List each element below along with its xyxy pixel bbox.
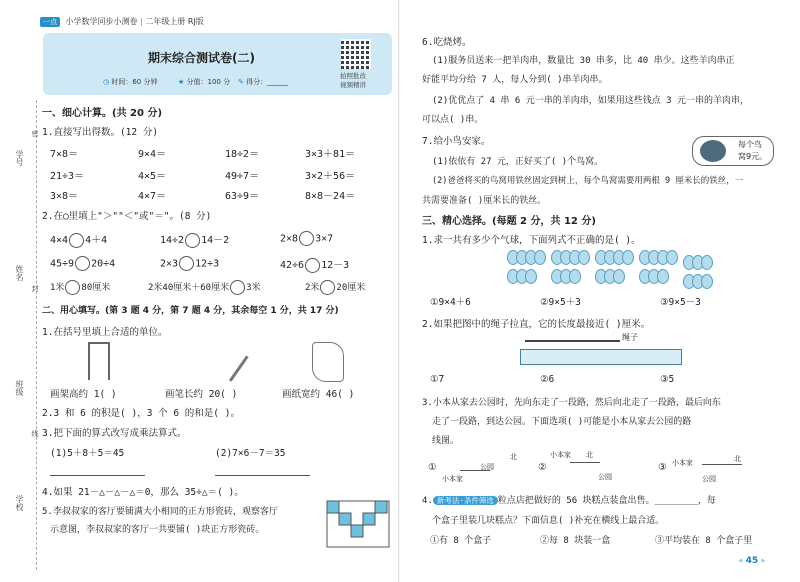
compare-item: 45÷9 20÷4 — [50, 256, 115, 271]
calc-cell: 63÷9＝ — [225, 191, 260, 202]
compare-item: 2×8 3×7 — [280, 231, 333, 246]
section1-title: 一、细心计算。(共 20 分) — [42, 108, 163, 119]
star-icon: ★ — [178, 78, 185, 86]
section3-title: 三、精心选择。(每题 2 分，共 12 分) — [422, 216, 596, 227]
s2-e1: (1)5＋8＋5＝45 — [50, 448, 125, 459]
s2-q5b: 示意图，李叔叔家的客厅一共要铺( )块正方形瓷砖。 — [50, 525, 265, 535]
c1-option-3[interactable]: ③9×5－3 — [660, 297, 701, 308]
c4-option-1[interactable]: ①有 8 个盒子 — [430, 536, 492, 546]
balloon-group-icon — [598, 250, 634, 288]
compare-circle[interactable] — [75, 256, 90, 271]
balloon-group-icon — [642, 250, 678, 288]
balloon-groups — [510, 250, 770, 290]
c3-option-1[interactable]: ① — [428, 462, 437, 473]
s1-q1: 1.直接写出得数。(12 分) — [42, 127, 159, 138]
compare-item: 2×3 12÷3 — [160, 256, 219, 271]
r-q6a: (1)服务员送来一把羊肉串，数量比 30 串多，比 40 串少。这些羊肉串正 — [432, 56, 735, 66]
section2-title: 二、用心填写。(第 3 题 4 分，第 7 题 4 分，其余每空 1 分，共 17 分) — [42, 306, 339, 316]
compare-circle[interactable] — [230, 280, 245, 295]
rope-label: 绳子 — [622, 333, 638, 342]
r-q6b: 好能平均分给 7 人，每人分到( )串羊肉串。 — [422, 75, 608, 85]
r-c3b: 走了一段路，到达公园。下面选项( )可能是小本从家去公园的路 — [432, 417, 692, 427]
r-c3c: 线图。 — [432, 436, 460, 446]
s2-q1: 1.在括号里填上合适的单位。 — [42, 327, 168, 338]
side-label-xian: 线 — [31, 430, 39, 437]
r-q7: 7.给小鸟安家。 — [422, 136, 491, 147]
route-map-2: 小本家 北 公园 — [550, 451, 612, 481]
side-label-xuehao: 学号 — [15, 150, 24, 166]
new-method-tag: 新考法·条件筛选 — [433, 496, 498, 505]
calc-cell: 49÷7＝ — [225, 171, 260, 182]
compare-item: 42÷6 12－3 — [280, 256, 349, 273]
header-series: 小学数学同步小测卷 — [65, 17, 138, 26]
compare-circle[interactable] — [320, 280, 335, 295]
r-q6c: (2)优优点了 4 串 6 元一串的羊肉串，如果用这些钱点 3 元一串的羊肉串， — [432, 96, 750, 106]
side-label-feng: 封 — [31, 285, 39, 292]
balloon-group-icon — [510, 250, 546, 288]
c4-option-3[interactable]: ③平均装在 8 个盒子里 — [655, 536, 753, 546]
calc-cell: 3×2＋56＝ — [305, 171, 356, 182]
c4-option-2[interactable]: ②每 8 块装一盒 — [540, 536, 611, 546]
page-number: ◂ 45 ▸ — [738, 556, 766, 566]
r-q7c: 共需要准备( )厘米长的铁丝。 — [422, 196, 547, 206]
side-label-mi: 密 — [31, 130, 39, 137]
answer-line[interactable] — [50, 475, 145, 476]
r-c1: 1.求一共有多少个气球，下面列式不正确的是( )。 — [422, 235, 641, 246]
compare-item: 2米 20厘米 — [305, 280, 365, 295]
compare-item: 1米 80厘米 — [50, 280, 110, 295]
score-label: ★ 分值：100 分 — [178, 78, 231, 86]
r-c3a: 3.小本从家去公园时，先向东走了一段路，然后向北走了一段路，最后向东 — [422, 398, 721, 408]
route-map-1: 小本家 公园 北 — [442, 453, 517, 483]
c2-option-3[interactable]: ③5 — [660, 374, 675, 385]
r-c4b: 个盒子里装几块糕点？下面信息( )补充在横线上最合适。 — [432, 516, 665, 526]
bird-nest-icon — [700, 140, 726, 162]
qr-code-icon[interactable] — [341, 39, 371, 69]
s1-q2: 2.在◯里填上"＞""＜"或"＝"。(8 分) — [42, 211, 212, 222]
balloon-group-icon — [554, 250, 590, 288]
bird-price-2: 窝9元。 — [738, 152, 768, 161]
c1-option-1[interactable]: ①9×4＋6 — [430, 297, 471, 308]
side-label-xingming: 姓名 — [15, 265, 24, 281]
compare-circle[interactable] — [299, 231, 314, 246]
compare-circle[interactable] — [305, 258, 320, 273]
c3-option-3[interactable]: ③ — [658, 462, 667, 473]
calc-cell: 3×8＝ — [50, 191, 79, 202]
route-map-3: 小本家 北 公园 — [672, 455, 741, 483]
brush-icon — [204, 338, 248, 382]
header-badge: 一点 — [40, 17, 60, 27]
got-label: ✎ 得分：______ — [238, 78, 289, 86]
calc-cell: 3×3＋81＝ — [305, 149, 356, 160]
side-label-xuexiao: 学校 — [15, 495, 24, 511]
s2-q2: 2.3 和 6 的积是( )，3 个 6 的和是( )。 — [42, 408, 240, 419]
qr-note1: 拍照批改 — [340, 72, 366, 80]
r-q6d: 可以点( )串。 — [422, 115, 484, 125]
compare-item: 14÷2 14－2 — [160, 231, 229, 248]
header: 一点 小学数学同步小测卷 | 二年级上册 RJ版 — [40, 16, 204, 27]
c2-option-1[interactable]: ①7 — [430, 374, 445, 385]
calc-cell: 4×5＝ — [138, 171, 167, 182]
c3-option-2[interactable]: ② — [538, 462, 547, 473]
calc-cell: 21÷3＝ — [50, 171, 85, 182]
compare-circle[interactable] — [179, 256, 194, 271]
s2-e2: (2)7×6－7＝35 — [215, 448, 286, 459]
paper-icon — [312, 342, 344, 382]
seal-line — [36, 100, 37, 570]
easel-icon — [88, 342, 110, 380]
calc-cell: 4×7＝ — [138, 191, 167, 202]
calc-cell: 7×8＝ — [50, 149, 79, 160]
r-q7b: (2)爸爸将买的鸟窝用铁丝固定到树上，每个鸟窝需要用两根 9 厘米长的铁丝，一 — [432, 176, 744, 186]
time-label: ◷ 时间：60 分钟 — [103, 78, 158, 86]
unit-2: 画笔长约 20( ) — [165, 389, 238, 400]
rope-icon — [525, 340, 620, 348]
calc-cell: 9×4＝ — [138, 149, 167, 160]
clock-icon: ◷ — [103, 78, 110, 86]
page-title: 期末综合测试卷(二) — [148, 51, 255, 65]
calc-cell: 18÷2＝ — [225, 149, 260, 160]
header-grade: 二年级上册 RJ版 — [145, 17, 204, 26]
unit-3: 画纸宽约 46( ) — [282, 389, 355, 400]
compare-circle[interactable] — [65, 280, 80, 295]
r-q6: 6.吃烧烤。 — [422, 37, 472, 48]
balloon-group-icon — [686, 255, 713, 293]
compare-circle[interactable] — [185, 233, 200, 248]
c1-option-2[interactable]: ②9×5＋3 — [540, 297, 581, 308]
compare-item: 2米40厘米＋60厘米 3米 — [148, 280, 261, 295]
c2-option-2[interactable]: ②6 — [540, 374, 555, 385]
ruler-icon — [520, 349, 682, 365]
r-c2: 2.如果把图中的绳子拉直，它的长度最接近( )厘米。 — [422, 319, 651, 330]
compare-circle[interactable] — [69, 233, 84, 248]
r-q7a: (1)依依有 27 元，正好买了( )个鸟窝。 — [432, 157, 604, 167]
test-title-box — [43, 33, 392, 95]
floor-tile-diagram — [326, 500, 390, 548]
s2-q3: 3.把下面的算式改写成乘法算式。 — [42, 428, 187, 439]
s2-q4: 4.如果 21－△－△－△＝0，那么 35÷△＝( )。 — [42, 487, 244, 498]
calc-cell: 8×8－24＝ — [305, 191, 356, 202]
s2-q5a: 5.李叔叔家的客厅要铺满大小相同的正方形瓷砖，观察客厅 — [42, 507, 278, 517]
pen-icon: ✎ — [238, 78, 244, 86]
unit-1: 画架高约 1( ) — [50, 389, 117, 400]
qr-note2: 视频精讲 — [340, 81, 366, 89]
bird-price-1: 每个鸟 — [738, 140, 762, 149]
r-c4: 4. 新考法·条件筛选 粒点店把做好的 56 块糕点装盒出售。________，每 — [422, 496, 716, 506]
side-label-banji: 班级 — [15, 380, 24, 396]
compare-item: 4×4 4＋4 — [50, 231, 107, 248]
answer-line[interactable] — [215, 475, 310, 476]
